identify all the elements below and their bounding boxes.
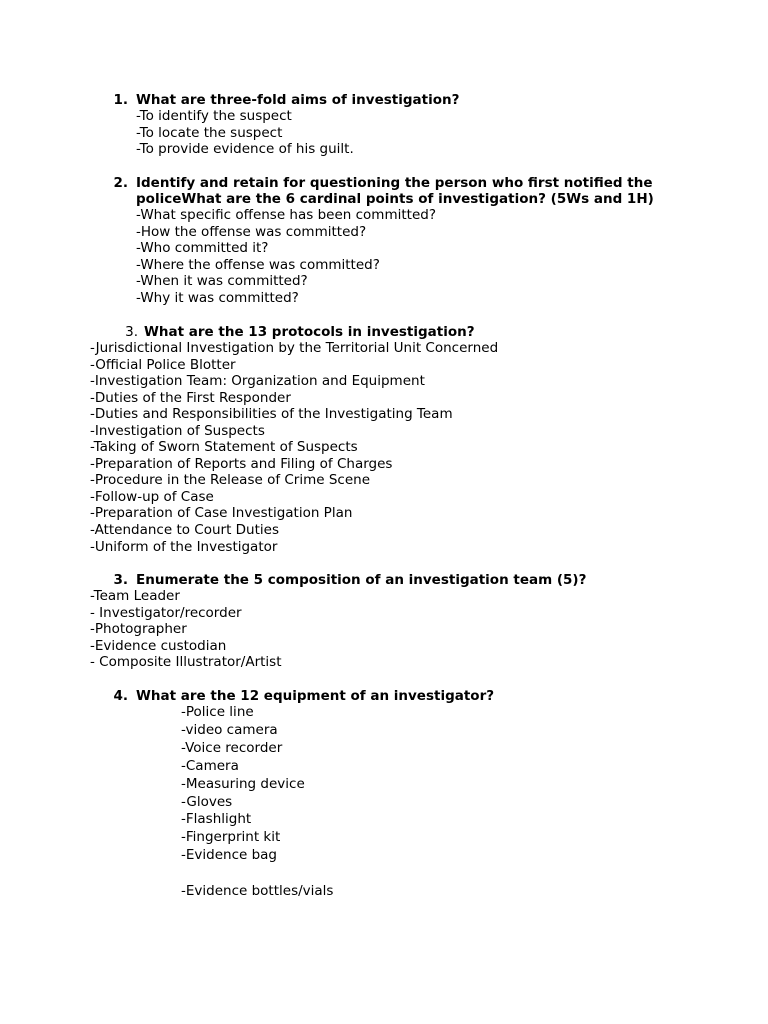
answer-list-5 <box>181 704 333 901</box>
question-text: policeWhat are the 6 cardinal points of investigation? (5Ws and 1H) <box>136 191 654 207</box>
list-item: -Uniform of the Investigator <box>90 538 278 555</box>
question-number: 3. <box>125 324 138 340</box>
list-item: -Duties and Responsibilities of the Investigating Team <box>90 406 453 423</box>
list-item: -Who committed it? <box>136 240 269 257</box>
question-number: 1. <box>113 92 128 108</box>
list-item: - Investigator/recorder <box>90 604 242 621</box>
list-item: -Jurisdictional Investigation by the Territorial Unit Concerned <box>90 340 499 356</box>
list-item: -Investigation of Suspects <box>90 422 265 439</box>
question-text: What are three-fold aims of investigation? <box>136 92 460 108</box>
question-number: 4. <box>113 688 128 704</box>
list-item: -To identify the suspect <box>136 108 292 124</box>
question-number: 3. <box>113 572 128 588</box>
question-text: What are the 12 equipment of an investigator? <box>136 688 495 704</box>
list-item: -Police line <box>181 704 254 720</box>
list-item: -Evidence bottles/vials <box>181 883 334 900</box>
list-item: -Follow-up of Case <box>90 488 214 505</box>
list-item: -Photographer <box>90 621 187 638</box>
list-item: -Procedure in the Release of Crime Scene <box>90 472 371 489</box>
question-text: What are the 13 protocols in investigation? <box>144 324 475 340</box>
list-item: -When it was committed? <box>136 273 308 290</box>
list-item: -Why it was committed? <box>136 289 299 306</box>
list-item: -Taking of Sworn Statement of Suspects <box>90 439 358 456</box>
list-item: -Official Police Blotter <box>90 356 236 373</box>
list-item: -Investigation Team: Organization and Equipment <box>90 373 425 390</box>
list-item: -To locate the suspect <box>136 124 283 141</box>
list-item: -Flashlight <box>181 811 252 828</box>
list-item: -Camera <box>181 757 239 774</box>
list-item: -What specific offense has been committed? <box>136 207 436 223</box>
list-item: -How the offense was committed? <box>136 223 367 240</box>
list-item: -Voice recorder <box>181 739 283 756</box>
list-item-blank <box>181 865 333 883</box>
list-item: -To provide evidence of his guilt. <box>136 141 354 158</box>
answer-list-3 <box>90 340 498 555</box>
list-item: -video camera <box>181 721 278 738</box>
list-item: -Team Leader <box>90 588 180 604</box>
list-item: - Composite Illustrator/Artist <box>90 654 282 671</box>
list-item: -Preparation of Reports and Filing of Charges <box>90 455 393 472</box>
question-number: 2. <box>113 175 128 191</box>
question-text: Identify and retain for questioning the person who first notified the <box>136 175 653 191</box>
list-item: -Fingerprint kit <box>181 829 281 846</box>
list-item: -Where the offense was committed? <box>136 256 380 273</box>
answer-list-1 <box>136 108 354 158</box>
list-item: -Evidence custodian <box>90 637 227 654</box>
list-item: -Duties of the First Responder <box>90 389 291 406</box>
answer-list-4 <box>90 588 282 671</box>
list-item: -Gloves <box>181 793 233 810</box>
answer-list-2 <box>136 207 436 306</box>
question-text: Enumerate the 5 composition of an investigation team (5)? <box>136 572 587 588</box>
list-item: -Measuring device <box>181 775 305 792</box>
list-item: -Attendance to Court Duties <box>90 522 279 539</box>
list-item: -Preparation of Case Investigation Plan <box>90 505 353 522</box>
list-item: -Evidence bag <box>181 847 278 864</box>
